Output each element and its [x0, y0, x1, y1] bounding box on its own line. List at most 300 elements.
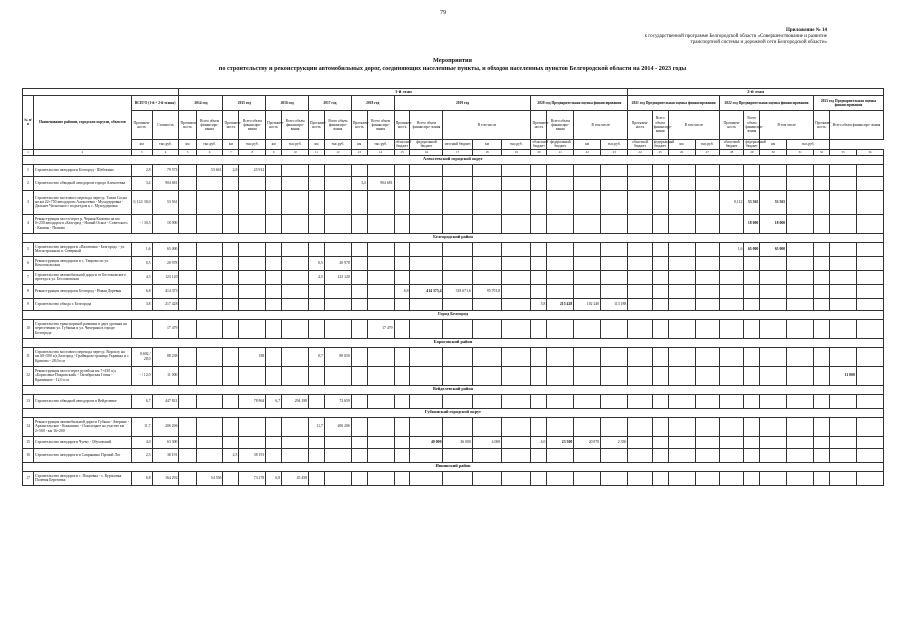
value-cell: [531, 256, 547, 270]
unit-km: км: [179, 140, 196, 150]
value-cell: [547, 417, 574, 436]
value-cell: [367, 284, 394, 298]
sub-total-fin: Всего объем финансиро- вания: [196, 111, 223, 140]
sub-incl: В том числе: [574, 111, 628, 140]
object-name: Строительство автодороги в Сапрыкино Прочий Лог: [34, 448, 132, 462]
row-number: 5: [23, 242, 34, 256]
value-cell: [196, 190, 223, 214]
row-number: 4: [23, 214, 34, 233]
value-cell: [574, 176, 601, 190]
table-row: [23, 347, 884, 366]
page-number: 79: [440, 10, 446, 16]
value-cell: [223, 256, 239, 270]
value-cell: [196, 417, 223, 436]
value-cell: [695, 270, 719, 284]
value-cell: [223, 319, 239, 338]
value-cell: [574, 417, 601, 436]
value-cell: [719, 347, 743, 366]
value-cell: 5,8: [531, 298, 547, 310]
value-cell: [282, 366, 309, 385]
value-cell: [856, 242, 883, 256]
value-cell: [601, 394, 628, 408]
column-number-cell: 15: [394, 149, 410, 155]
unit-obl: областной бюджет: [395, 140, 412, 149]
value-cell: [668, 242, 695, 256]
value-cell: [652, 319, 668, 338]
value-cell: [574, 347, 601, 366]
value-cell: [282, 436, 309, 448]
value-cell: [394, 436, 410, 448]
section-title: Борисовский район: [23, 338, 884, 347]
value-cell: [472, 448, 501, 462]
value-cell: [787, 448, 814, 462]
column-number-cell: 2: [34, 149, 132, 155]
value-cell: [856, 298, 883, 310]
object-name: Реконструкция моста через р. Черная Калитва на км 0+250 автодороги «Белгород - Новый Оскол - Советское» - Камень - Пыхово: [34, 214, 132, 233]
value-cell: [324, 436, 351, 448]
value-cell: [744, 164, 760, 176]
value-cell: [547, 394, 574, 408]
value-cell: 65 000: [152, 242, 179, 256]
value-cell: [239, 256, 266, 270]
table-row: [23, 394, 884, 408]
section-title: Белгородский район: [23, 233, 884, 242]
sub-total-fin: Всего объем финансиро- вания: [652, 111, 668, 140]
column-number-cell: 20: [531, 149, 547, 155]
unit-km: км: [668, 140, 695, 150]
value-cell: 215 428: [547, 298, 574, 310]
value-cell: [547, 242, 574, 256]
value-cell: 4 000: [472, 436, 501, 448]
value-cell: [196, 394, 223, 408]
value-cell: 0,5: [131, 256, 152, 270]
value-cell: [695, 284, 719, 298]
value-cell: [652, 270, 668, 284]
value-cell: [668, 436, 695, 448]
value-cell: [668, 448, 695, 462]
value-cell: [179, 366, 196, 385]
value-cell: [351, 214, 367, 233]
header-row-subcols: [23, 111, 884, 140]
section-header-row: [23, 385, 884, 394]
object-name: Строительство мостового перехода через р. Тихая Сосна на км 22+750 автодороги Алексеевка - Мухоудеровка - Дальнее Чесночное с подъездом к с. Мухоудеровка: [34, 190, 132, 214]
object-name: Строительство транспортной развязки в двух уровнях на пересечении ул. Губкина и ул. Чичерина в городе Белгороде: [34, 319, 132, 338]
value-cell: 73 278: [239, 471, 266, 485]
column-number-cell: 7: [223, 149, 239, 155]
value-cell: [309, 214, 325, 233]
unit-km: км: [472, 140, 501, 150]
value-cell: 53 561: [152, 190, 179, 214]
value-cell: [856, 256, 883, 270]
column-number-cell: 25: [652, 149, 668, 155]
value-cell: 38 191: [152, 448, 179, 462]
value-cell: 88 050: [324, 347, 351, 366]
value-cell: [266, 347, 282, 366]
row-number: 17: [23, 471, 34, 485]
value-cell: [695, 436, 719, 448]
document-title-line-2: по строительству и реконструкции автомобильных дорог, соединяющих населенные пункты, и обходов населенных пунктов Белгородской области на 2014 - 2023 годы: [218, 65, 687, 72]
appendix-line-1: к государственной программе Белгородской области «Совершенствование и развитие: [644, 34, 827, 39]
value-cell: 11,7: [131, 417, 152, 436]
value-cell: [351, 190, 367, 214]
value-cell: [574, 366, 601, 385]
row-number: 6: [23, 256, 34, 270]
value-cell: [547, 270, 574, 284]
value-cell: 20 970: [574, 436, 601, 448]
value-cell: [502, 366, 531, 385]
value-cell: 206 206: [324, 417, 351, 436]
value-cell: 4,5: [309, 270, 325, 284]
object-name: Строительство автодороги Чуево - Обуховский: [34, 436, 132, 448]
value-cell: [367, 471, 394, 485]
value-cell: 17 479: [152, 319, 179, 338]
value-cell: [179, 284, 196, 298]
value-cell: 11 000: [152, 366, 179, 385]
value-cell: [856, 471, 883, 485]
value-cell: 164 292: [152, 471, 179, 485]
value-cell: [472, 471, 501, 485]
value-cell: [410, 190, 443, 214]
value-cell: [223, 394, 239, 408]
value-cell: [309, 190, 325, 214]
value-cell: [367, 448, 394, 462]
sub-total-fin: Всего объем финансиро- вания: [829, 111, 883, 140]
value-cell: [179, 319, 196, 338]
value-cell: [829, 448, 856, 462]
value-cell: [179, 176, 196, 190]
value-cell: 2,5: [223, 448, 239, 462]
value-cell: [695, 242, 719, 256]
value-cell: [695, 417, 719, 436]
value-cell: [856, 448, 883, 462]
value-cell: [695, 471, 719, 485]
value-cell: [309, 242, 325, 256]
value-cell: [695, 347, 719, 366]
value-cell: [443, 176, 472, 190]
value-cell: [829, 214, 856, 233]
value-cell: [719, 284, 743, 298]
value-cell: 2,5: [131, 448, 152, 462]
value-cell: 53 565: [744, 190, 760, 214]
value-cell: [628, 448, 652, 462]
value-cell: [760, 176, 787, 190]
value-cell: [266, 417, 282, 436]
col-2022-header: 2022 год Предварительная оценка финансирования: [719, 96, 813, 111]
value-cell: [266, 270, 282, 284]
value-cell: 6,8: [131, 471, 152, 485]
value-cell: [394, 448, 410, 462]
value-cell: [394, 242, 410, 256]
value-cell: [744, 284, 760, 298]
unit-mest: местный бюджет: [443, 140, 472, 150]
value-cell: [829, 256, 856, 270]
column-number-cell: 21: [547, 149, 574, 155]
value-cell: [531, 347, 547, 366]
value-cell: [324, 298, 351, 310]
value-cell: [787, 366, 814, 385]
col-2016-header: 2016 год: [266, 96, 309, 111]
value-cell: [787, 319, 814, 338]
value-cell: [502, 417, 531, 436]
value-cell: [668, 270, 695, 284]
value-cell: [394, 394, 410, 408]
value-cell: [744, 347, 760, 366]
value-cell: [787, 394, 814, 408]
value-cell: [719, 319, 743, 338]
value-cell: 0,692 / 28,0: [131, 347, 152, 366]
value-cell: [324, 176, 351, 190]
value-cell: [856, 176, 883, 190]
value-cell: [223, 417, 239, 436]
value-cell: [628, 256, 652, 270]
value-cell: [239, 242, 266, 256]
value-cell: [179, 256, 196, 270]
value-cell: [652, 394, 668, 408]
value-cell: [531, 176, 547, 190]
value-cell: [531, 319, 547, 338]
value-cell: [223, 298, 239, 310]
stage-1-label: 1-й этап: [179, 89, 628, 96]
sub-len: Протяжен- ность: [223, 111, 239, 140]
value-cell: [668, 394, 695, 408]
value-cell: [351, 448, 367, 462]
column-number-cell: 28: [719, 149, 743, 155]
value-cell: [531, 417, 547, 436]
value-cell: [410, 298, 443, 310]
value-cell: [760, 366, 787, 385]
value-cell: [266, 284, 282, 298]
value-cell: [652, 256, 668, 270]
sub-total-fin: Всего объем финансиро- вания: [324, 111, 351, 140]
value-cell: [196, 319, 223, 338]
value-cell: [196, 214, 223, 233]
value-cell: 0,7: [309, 347, 325, 366]
column-number-cell: 34: [856, 149, 883, 155]
value-cell: 20 978: [152, 256, 179, 270]
value-cell: [628, 242, 652, 256]
value-cell: [814, 164, 830, 176]
column-number-cell: 11: [309, 149, 325, 155]
value-cell: [829, 176, 856, 190]
col-2018-header: 2018 год: [351, 96, 394, 111]
value-cell: 95 701,8: [472, 284, 501, 298]
value-cell: [856, 214, 883, 233]
value-cell: [394, 214, 410, 233]
value-cell: [856, 284, 883, 298]
value-cell: [196, 256, 223, 270]
value-cell: [531, 164, 547, 176]
value-cell: [814, 366, 830, 385]
value-cell: 904 681: [367, 176, 394, 190]
value-cell: [628, 436, 652, 448]
value-cell: [309, 176, 325, 190]
value-cell: [760, 394, 787, 408]
value-cell: [410, 242, 443, 256]
row-number: 3: [23, 190, 34, 214]
value-cell: 78 864: [239, 394, 266, 408]
value-cell: 6,8: [266, 471, 282, 485]
sub-incl: В том числе: [760, 111, 814, 140]
value-cell: [239, 190, 266, 214]
unit-rub: тыс.руб.: [367, 140, 394, 150]
value-cell: [502, 242, 531, 256]
value-cell: [282, 448, 309, 462]
column-number-cell: 16: [410, 149, 443, 155]
value-cell: [367, 366, 394, 385]
value-cell: 18 000: [744, 214, 760, 233]
value-cell: [695, 366, 719, 385]
section-title: Вейделевский район: [23, 385, 884, 394]
value-cell: [309, 394, 325, 408]
unit-km: км: [760, 140, 787, 150]
value-cell: [547, 176, 574, 190]
value-cell: [179, 471, 196, 485]
value-cell: 11,7: [309, 417, 325, 436]
table-row: [23, 270, 884, 284]
value-cell: [410, 164, 443, 176]
value-cell: 2 330: [601, 436, 628, 448]
value-cell: [531, 394, 547, 408]
value-cell: 54 556: [196, 471, 223, 485]
value-cell: [814, 319, 830, 338]
value-cell: [502, 394, 531, 408]
value-cell: [179, 298, 196, 310]
value-cell: [394, 190, 410, 214]
sub-len: Протяжен- ность: [628, 111, 652, 140]
value-cell: [266, 366, 282, 385]
value-cell: [179, 394, 196, 408]
value-cell: [695, 190, 719, 214]
value-cell: [239, 319, 266, 338]
value-cell: [547, 164, 574, 176]
value-cell: [239, 284, 266, 298]
value-cell: [502, 176, 531, 190]
value-cell: [814, 394, 830, 408]
value-cell: [787, 242, 814, 256]
object-name: Реконструкция автодороги Белгород - Новая Деревня: [34, 284, 132, 298]
value-cell: [601, 319, 628, 338]
value-cell: [443, 319, 472, 338]
row-number: 8: [23, 284, 34, 298]
value-cell: [719, 176, 743, 190]
value-cell: 206 206: [152, 417, 179, 436]
value-cell: [410, 417, 443, 436]
value-cell: [856, 394, 883, 408]
sub-total-fin: Всего объем финансиро- вания: [282, 111, 309, 140]
value-cell: [760, 471, 787, 485]
column-number-cell: 27: [695, 149, 719, 155]
value-cell: [324, 242, 351, 256]
col-2023-header: 2023 год Предварительная оценка финансирования: [814, 96, 884, 111]
column-number-cell: 24: [628, 149, 652, 155]
unit-fed: федеральный бюджет: [410, 140, 443, 150]
object-name: Реконструкция автодороги в с. Таврово по ул. Комсомольская: [34, 256, 132, 270]
value-cell: [266, 436, 282, 448]
column-number-cell: 23: [601, 149, 628, 155]
value-cell: [443, 366, 472, 385]
value-cell: [239, 176, 266, 190]
value-cell: [309, 436, 325, 448]
row-number: 10: [23, 319, 34, 338]
value-cell: [223, 214, 239, 233]
value-cell: [309, 448, 325, 462]
value-cell: 63 300: [152, 436, 179, 448]
value-cell: [601, 242, 628, 256]
value-cell: [239, 366, 266, 385]
value-cell: [719, 256, 743, 270]
value-cell: [628, 298, 652, 310]
value-cell: [601, 214, 628, 233]
value-cell: [760, 347, 787, 366]
column-number-cell: 8: [239, 149, 266, 155]
value-cell: [787, 270, 814, 284]
value-cell: [196, 270, 223, 284]
value-cell: [239, 298, 266, 310]
table-row: [23, 176, 884, 190]
column-number-cell: 30: [760, 149, 787, 155]
value-cell: [719, 471, 743, 485]
value-cell: [179, 214, 196, 233]
table-row: [23, 190, 884, 214]
value-cell: [695, 394, 719, 408]
value-cell: 3,4: [351, 176, 367, 190]
section-title: Алексеевский городской округ: [23, 155, 884, 164]
value-cell: [814, 256, 830, 270]
value-cell: [223, 471, 239, 485]
column-number-cell: 19: [502, 149, 531, 155]
value-cell: [410, 176, 443, 190]
value-cell: [574, 256, 601, 270]
value-cell: [502, 284, 531, 298]
value-cell: [744, 366, 760, 385]
value-cell: [394, 164, 410, 176]
value-cell: [367, 214, 394, 233]
value-cell: [814, 190, 830, 214]
section-title: Ивнянский район: [23, 462, 884, 471]
value-cell: [443, 298, 472, 310]
value-cell: [472, 298, 501, 310]
value-cell: [266, 256, 282, 270]
value-cell: [196, 284, 223, 298]
value-cell: [856, 319, 883, 338]
unit-obl: областной бюджет: [532, 140, 549, 149]
value-cell: [394, 176, 410, 190]
value-cell: 904 681: [152, 176, 179, 190]
row-number: 2: [23, 176, 34, 190]
value-cell: [309, 298, 325, 310]
value-cell: [652, 347, 668, 366]
value-cell: [351, 319, 367, 338]
value-cell: 3,8: [131, 298, 152, 310]
value-cell: [351, 366, 367, 385]
value-cell: [351, 417, 367, 436]
value-cell: [814, 448, 830, 462]
value-cell: [351, 164, 367, 176]
value-cell: [760, 298, 787, 310]
unit-fed: федеральный бюджет: [547, 140, 574, 150]
value-cell: [601, 270, 628, 284]
value-cell: [351, 270, 367, 284]
value-cell: [324, 164, 351, 176]
value-cell: [829, 164, 856, 176]
value-cell: [760, 417, 787, 436]
object-name: Реконструкция автомобильной дороги Губкин - Аверино - Архангельское - Коньшино - Осколецкое на участке км 2+500 - км 16+200: [34, 417, 132, 436]
value-cell: [695, 164, 719, 176]
value-cell: [223, 270, 239, 284]
value-cell: [787, 298, 814, 310]
section-header-row: [23, 338, 884, 347]
sub-len: Протяжен- ность: [179, 111, 196, 140]
